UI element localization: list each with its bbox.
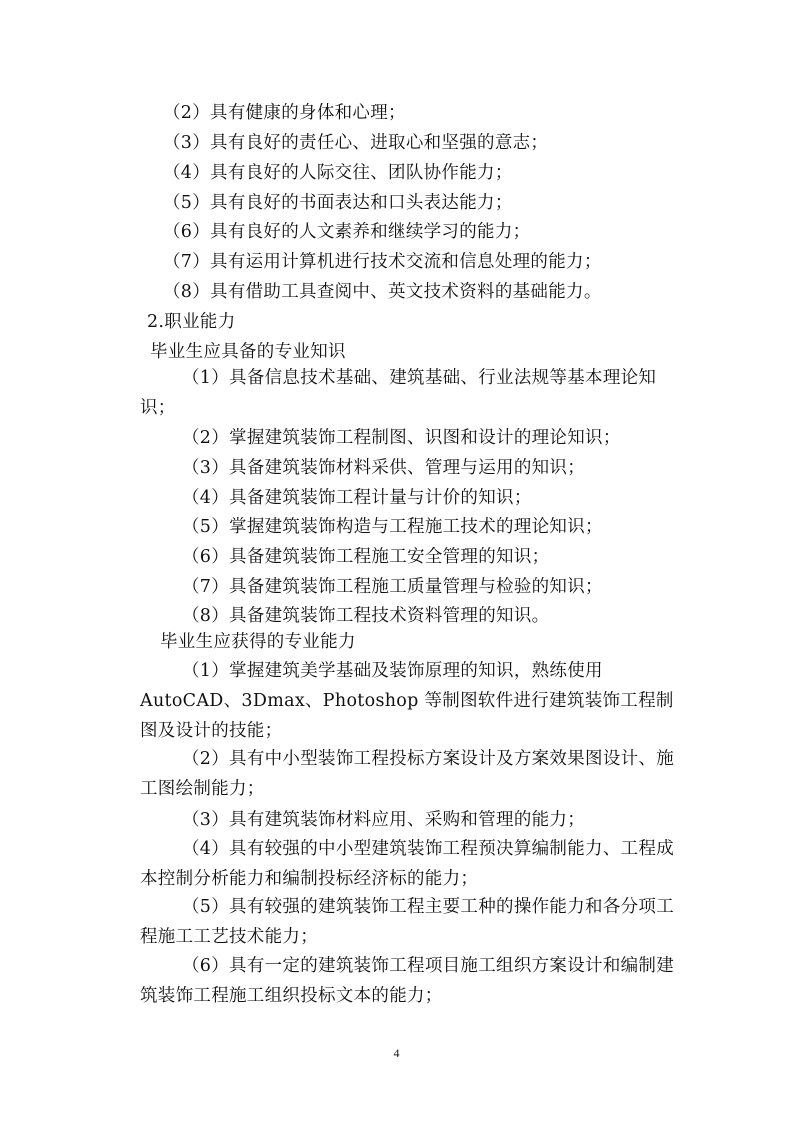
section-heading: 2.职业能力 bbox=[147, 312, 236, 332]
quality-item-2: （2）具有健康的身体和心理； bbox=[163, 103, 406, 123]
ability-item-3: （3）具有建筑装饰材料应用、采购和管理的能力； bbox=[182, 810, 586, 830]
ability-item-4: （4）具有较强的中小型建筑装饰工程预决算编制能力、工程成本控制分析能力和编制投标经济标的能力； bbox=[140, 839, 675, 889]
quality-item-6: （6）具有良好的人文素养和继续学习的能力； bbox=[163, 222, 531, 242]
quality-item-5: （5）具有良好的书面表达和口头表达能力； bbox=[163, 193, 513, 213]
page-number: 4 bbox=[393, 1046, 400, 1060]
ability-item-2: （2）具有中小型装饰工程投标方案设计及方案效果图设计、施工图绘制能力； bbox=[140, 749, 675, 799]
ability-item-5: （5）具有较强的建筑装饰工程主要工种的操作能力和各分项工程施工工艺技术能力； bbox=[140, 897, 675, 947]
knowledge-item-1: （1）具备信息技术基础、建筑基础、行业法规等基本理论知识； bbox=[140, 368, 657, 418]
knowledge-item-7: （7）具备建筑装饰工程施工质量管理与检验的知识； bbox=[182, 577, 603, 597]
quality-item-8: （8）具有借助工具查阅中、英文技术资料的基础能力。 bbox=[163, 282, 602, 302]
knowledge-item-4: （4）具备建筑装饰工程计量与计价的知识； bbox=[182, 488, 532, 508]
knowledge-item-5: （5）掌握建筑装饰构造与工程施工技术的理论知识； bbox=[182, 517, 603, 537]
knowledge-item-6: （6）具备建筑装饰工程施工安全管理的知识； bbox=[182, 547, 550, 567]
quality-item-4: （4）具有良好的人际交往、团队协作能力； bbox=[163, 163, 513, 183]
knowledge-item-2: （2）掌握建筑装饰工程制图、识图和设计的理论知识； bbox=[182, 428, 621, 448]
ability-item-1: （1）掌握建筑美学基础及装饰原理的知识，熟练使用AutoCAD、3Dmax、Photoshop 等制图软件进行建筑装饰工程制图及设计的技能； bbox=[140, 661, 674, 741]
quality-item-3: （3）具有良好的责任心、进取心和坚强的意志； bbox=[163, 133, 549, 153]
abilities-heading: 毕业生应获得的专业能力 bbox=[160, 632, 356, 652]
knowledge-item-8: （8）具备建筑装饰工程技术资料管理的知识。 bbox=[182, 606, 550, 626]
ability-item-6: （6）具有一定的建筑装饰工程项目施工组织方案设计和编制建筑装饰工程施工组织投标文本的能力； bbox=[140, 956, 675, 1006]
knowledge-heading: 毕业生应具备的专业知识 bbox=[150, 342, 346, 362]
knowledge-item-3: （3）具备建筑装饰材料采供、管理与运用的知识； bbox=[182, 458, 586, 478]
quality-item-7: （7）具有运用计算机进行技术交流和信息处理的能力； bbox=[163, 252, 602, 272]
